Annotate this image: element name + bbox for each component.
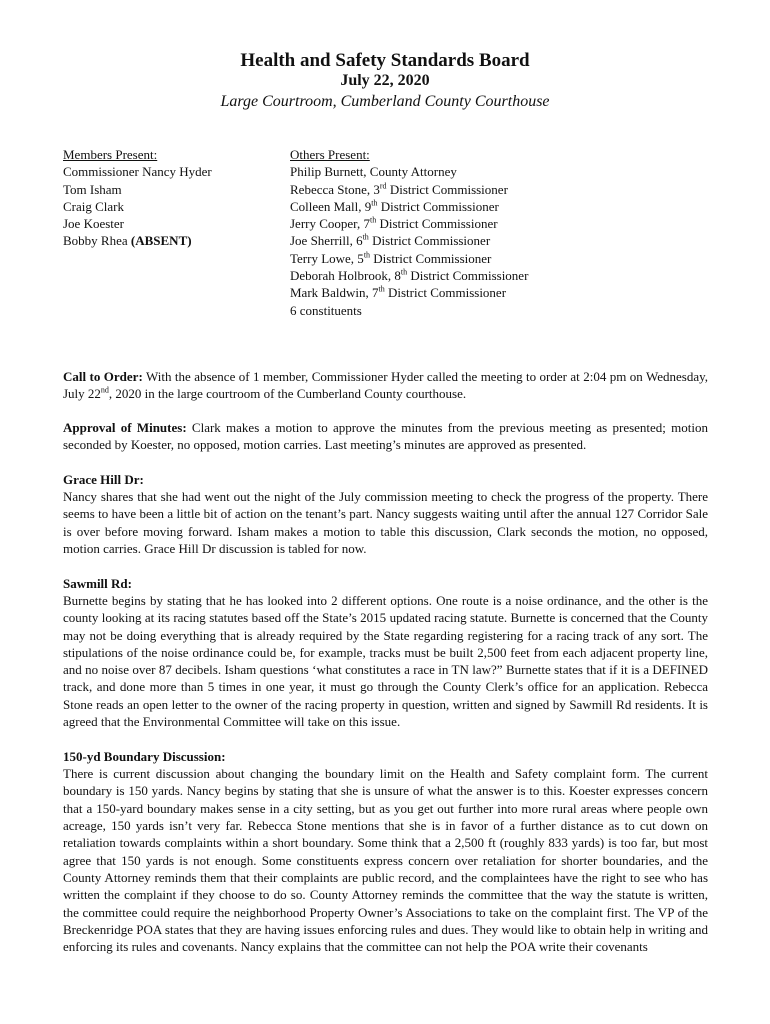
- call-to-order-paragraph: Call to Order: With the absence of 1 member, Commissioner Hyder called the meeting to order at 2:04 pm on Wednesday, July 22nd, 2020 in the large courtroom of the Cumberland County courthouse.: [63, 369, 708, 402]
- approval-label: Approval of Minutes:: [63, 419, 187, 435]
- boundary-section: [63, 748, 708, 956]
- constituents-line: 6 constituents: [290, 302, 362, 318]
- approval-text: Clark makes a motion to approve the minutes from the previous meeting as presented; motion seconded by Koester, no opposed, motion carries. Last meeting’s minutes are approved as presented.: [63, 419, 709, 452]
- minutes-body: [63, 368, 708, 973]
- meeting-location: Large Courtroom, Cumberland County Courthouse: [220, 93, 550, 110]
- meeting-date: July 22, 2020: [340, 72, 430, 89]
- commissioner-line: Rebecca Stone, 3rd District Commissioner: [290, 181, 508, 197]
- member-name: Tom Isham: [63, 181, 122, 197]
- others-present: [290, 146, 528, 319]
- member-name: Joe Koester: [63, 216, 125, 232]
- members-heading: Members Present:: [63, 147, 158, 162]
- commissioner-line: Deborah Holbrook, 8th District Commissioner: [290, 267, 529, 284]
- member-name: Craig Clark: [63, 198, 125, 214]
- commissioner-line: Terry Lowe, 5th District Commissioner: [290, 250, 492, 266]
- absent-tag: (ABSENT): [130, 233, 192, 249]
- commissioner-line: Jerry Cooper, 7th District Commissioner: [290, 215, 498, 232]
- commissioner-line: Colleen Mall, 9th District Commissioner: [290, 198, 499, 214]
- commissioner-line: Joe Sherrill, 6th District Commissioner: [290, 233, 491, 249]
- grace-hill-section: [63, 471, 708, 557]
- boundary-text: There is current discussion about changing the boundary limit on the Health and Safety complaint form. The current boundary is 150 yards. Nancy begins by stating that she is unsure of what the answer is to this. Koester expresses concern that a 150-yard boundary makes sense in a city setting, but as you get out further into more rural areas where people own acreage, 150 yards isn’t very far. Rebecca Stone mentions that she is in favor of a further distance as to cut down on retaliation towards complaints within a short boundary. Some think that a 2,500 ft (roughly 833 yards) is too far, but most agree that 150 yards is not enough. Some constituents express concern over retaliation for shorter boundaries, and the County Attorney reminds them that their complaints are public record, and the complaintees have the right to see who has written the complaint if they choose to do so. County Attorney reminds the committee that the way the statute is written, the committee could require the neighborhood Property Owner’s Associations to take on the complaint first. The VP of the Breckenridge POA states that they are having issues enforcing rules and dues. They would like to obtain help in writing and enforcing its rules and covenants. Nancy explains that the committee can not help the POA write their covenants: [63, 766, 708, 955]
- member-name: Commissioner Nancy Hyder: [63, 164, 212, 180]
- sawmill-text: Burnette begins by stating that he has looked into 2 different options. One route is a noise ordinance, and the other is the county looking at its racing statutes based off the State’s 2015 updated racing statute. Burnette is concerned that the County may not be doing everything that is already required by the State regarding registering for a racing track of any sort. The stipulations of the noise ordinance could be, for example, tracks must be built 2,500 feet from each adjacent property line, and no noise over 87 decibels. Isham questions ‘what constitutes a race in TN law?” Burnette states that if it is a DEFINED track, and done more than 5 times in one year, it must go through the County Clerk’s office for an application. Rebecca Stone reads an open letter to the owner of the racing property in question, written and signed by Sawmill Rd residents. It is agreed that the Environmental Committee will take on this issue.: [63, 592, 708, 730]
- call-to-order-label: Call to Order:: [63, 369, 143, 384]
- sawmill-heading: Sawmill Rd:: [63, 575, 132, 591]
- document-title: Health and Safety Standards Board: [240, 50, 530, 71]
- grace-hill-heading: Grace Hill Dr:: [63, 471, 144, 487]
- approval-paragraph: [63, 419, 708, 454]
- absent-member-name: Bobby Rhea: [63, 233, 128, 249]
- attorney-line: Philip Burnett, County Attorney: [290, 164, 457, 180]
- sawmill-section: [63, 575, 708, 731]
- member-absent: [63, 232, 212, 249]
- grace-hill-text: Nancy shares that she had went out the night of the July commission meeting to check the progress of the property. There seems to have been a little bit of action on the tenant’s part. Nancy suggests waiting until after the annual 127 Corridor Sale is over before moving forward. Isham makes a motion to table this discussion, Clark seconds the motion, no opposed, motion carries. Grace Hill Dr discussion is tabled for now.: [63, 488, 708, 556]
- others-heading: Others Present:: [290, 147, 370, 162]
- boundary-heading: 150-yd Boundary Discussion:: [63, 748, 226, 764]
- commissioner-line: Mark Baldwin, 7th District Commissioner: [290, 285, 507, 301]
- members-present: [63, 146, 212, 250]
